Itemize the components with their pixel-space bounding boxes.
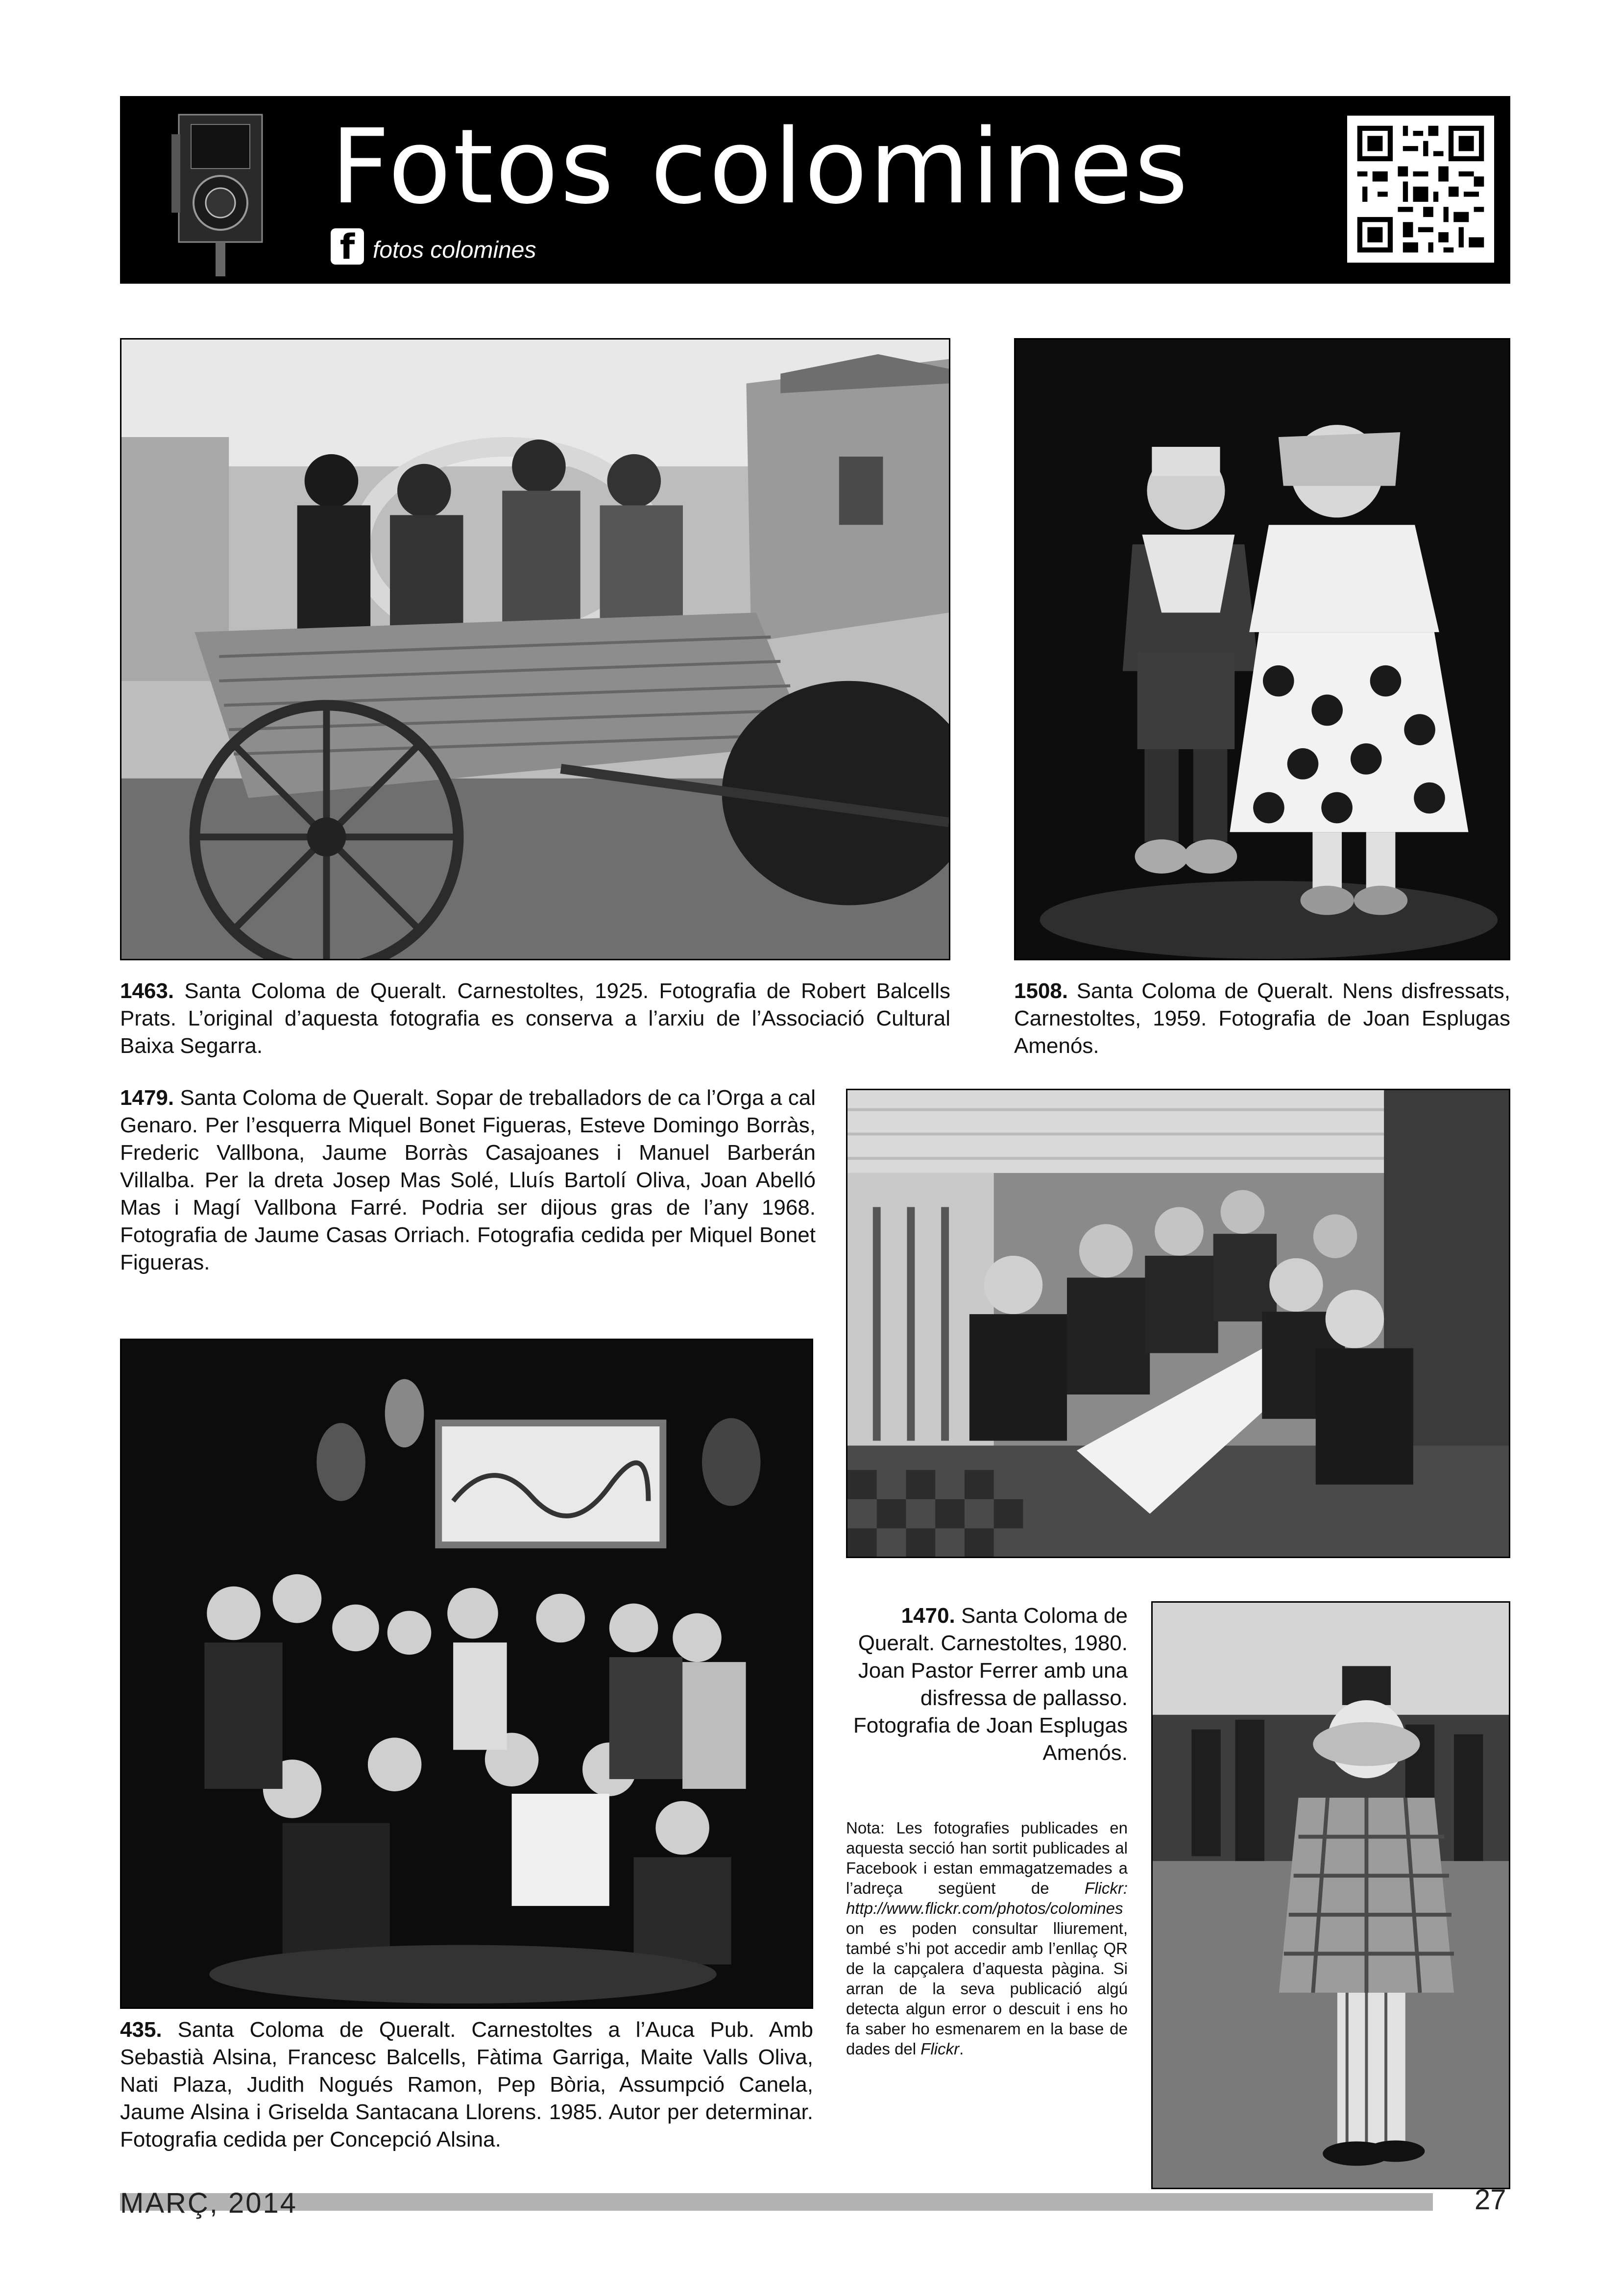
footer-date: MARÇ, 2014 (120, 2187, 298, 2219)
caption-435-number: 435. (120, 2018, 162, 2042)
caption-1479-number: 1479. (120, 1086, 174, 1110)
facebook-page-name[interactable]: fotos colomines (373, 237, 536, 263)
caption-1463-number: 1463. (120, 979, 174, 1003)
note-flickr-label-end: Flickr (920, 2040, 960, 2058)
caption-1508-number: 1508. (1014, 979, 1068, 1003)
photo-1470-clown (1151, 1601, 1510, 2189)
caption-1479 (120, 1084, 816, 1276)
caption-1463-text: Santa Coloma de Queralt. Carnestoltes, 1925. Fotografia de Robert Balcells Prats. L’original d’aquesta fotografia es conserva a l’arxiu de l’Associació Cultural Baixa Segarra. (120, 979, 950, 1058)
page-number: 27 (1475, 2184, 1506, 2216)
caption-1470-text: Santa Coloma de Queralt. Carnestoltes, 1980. Joan Pastor Ferrer amb una disfressa de pallasso. Fotografia de Joan Esplugas Amenós. (853, 1604, 1128, 1765)
caption-1470-number: 1470. (901, 1604, 955, 1628)
photo-435-auca-pub (120, 1339, 813, 2009)
caption-1463 (120, 977, 950, 1060)
masthead-title: Fotos colomines (331, 107, 1190, 227)
camera-icon (169, 105, 282, 281)
note-flickr-url[interactable]: http://www.flickr.com/photos/colomines (846, 1899, 1123, 1917)
note-flickr-label: Flickr: (1085, 1879, 1128, 1897)
editorial-note (846, 1818, 1128, 2059)
note-period: . (959, 2040, 964, 2058)
photo-1463-carnival-cart (120, 338, 950, 960)
note-text-part1: Nota: Les fotografies publicades en aquesta secció han sortit publicades al Facebook i estan emmagatzemades a l’adreça següent de (846, 1819, 1128, 1897)
caption-435 (120, 2016, 813, 2153)
caption-1470 (839, 1602, 1128, 1767)
caption-1508-text: Santa Coloma de Queralt. Nens disfressats, Carnestoltes, 1959. Fotografia de Joan Esplugas Amenós. (1014, 979, 1510, 1058)
caption-1479-text: Santa Coloma de Queralt. Sopar de treballadors de ca l’Orga a cal Genaro. Per l’esquerra Miquel Bonet Figueras, Esteve Domingo Borràs, Frederic Vallbona, Jaume Borràs Casajoanes i Manuel Barberán Villalba. Per la dreta Josep Mas Solé, Lluís Bartolí Oliva, Joan Abelló Mas i Magí Vallbona Farré. Podria ser dijous gras de l’any 1968. Fotografia de Jaume Casas Orriach. Fotografia cedida per Miquel Bonet Figueras. (120, 1086, 816, 1274)
photo-1479-workers-dinner (846, 1089, 1510, 1558)
qr-code-icon[interactable] (1347, 116, 1494, 263)
photo-1508-children-costumes (1014, 338, 1510, 960)
caption-1508 (1014, 977, 1510, 1060)
masthead (120, 96, 1510, 284)
note-text-part2: on es poden consultar lliurement, també s’hi pot accedir amb l’enllaç QR de la capçalera d’aquesta pàgina. Si arran de la seva publicació algú detecta algun error o descuit i ens ho fa saber ho esmenarem en la base de dades del (846, 1919, 1128, 2058)
caption-435-text: Santa Coloma de Queralt. Carnestoltes a l’Auca Pub. Amb Sebastià Alsina, Francesc Balcells, Fàtima Garriga, Maite Valls Oliva, Nati Plaza, Judith Nogués Ramon, Pep Bòria, Assumpció Canela, Jaume Alsina i Griselda Santacana Llorens. 1985. Autor per determinar. Fotografia cedida per Concepció Alsina. (120, 2018, 813, 2151)
footer-bar (120, 2193, 1433, 2211)
facebook-icon[interactable]: f (331, 228, 364, 265)
